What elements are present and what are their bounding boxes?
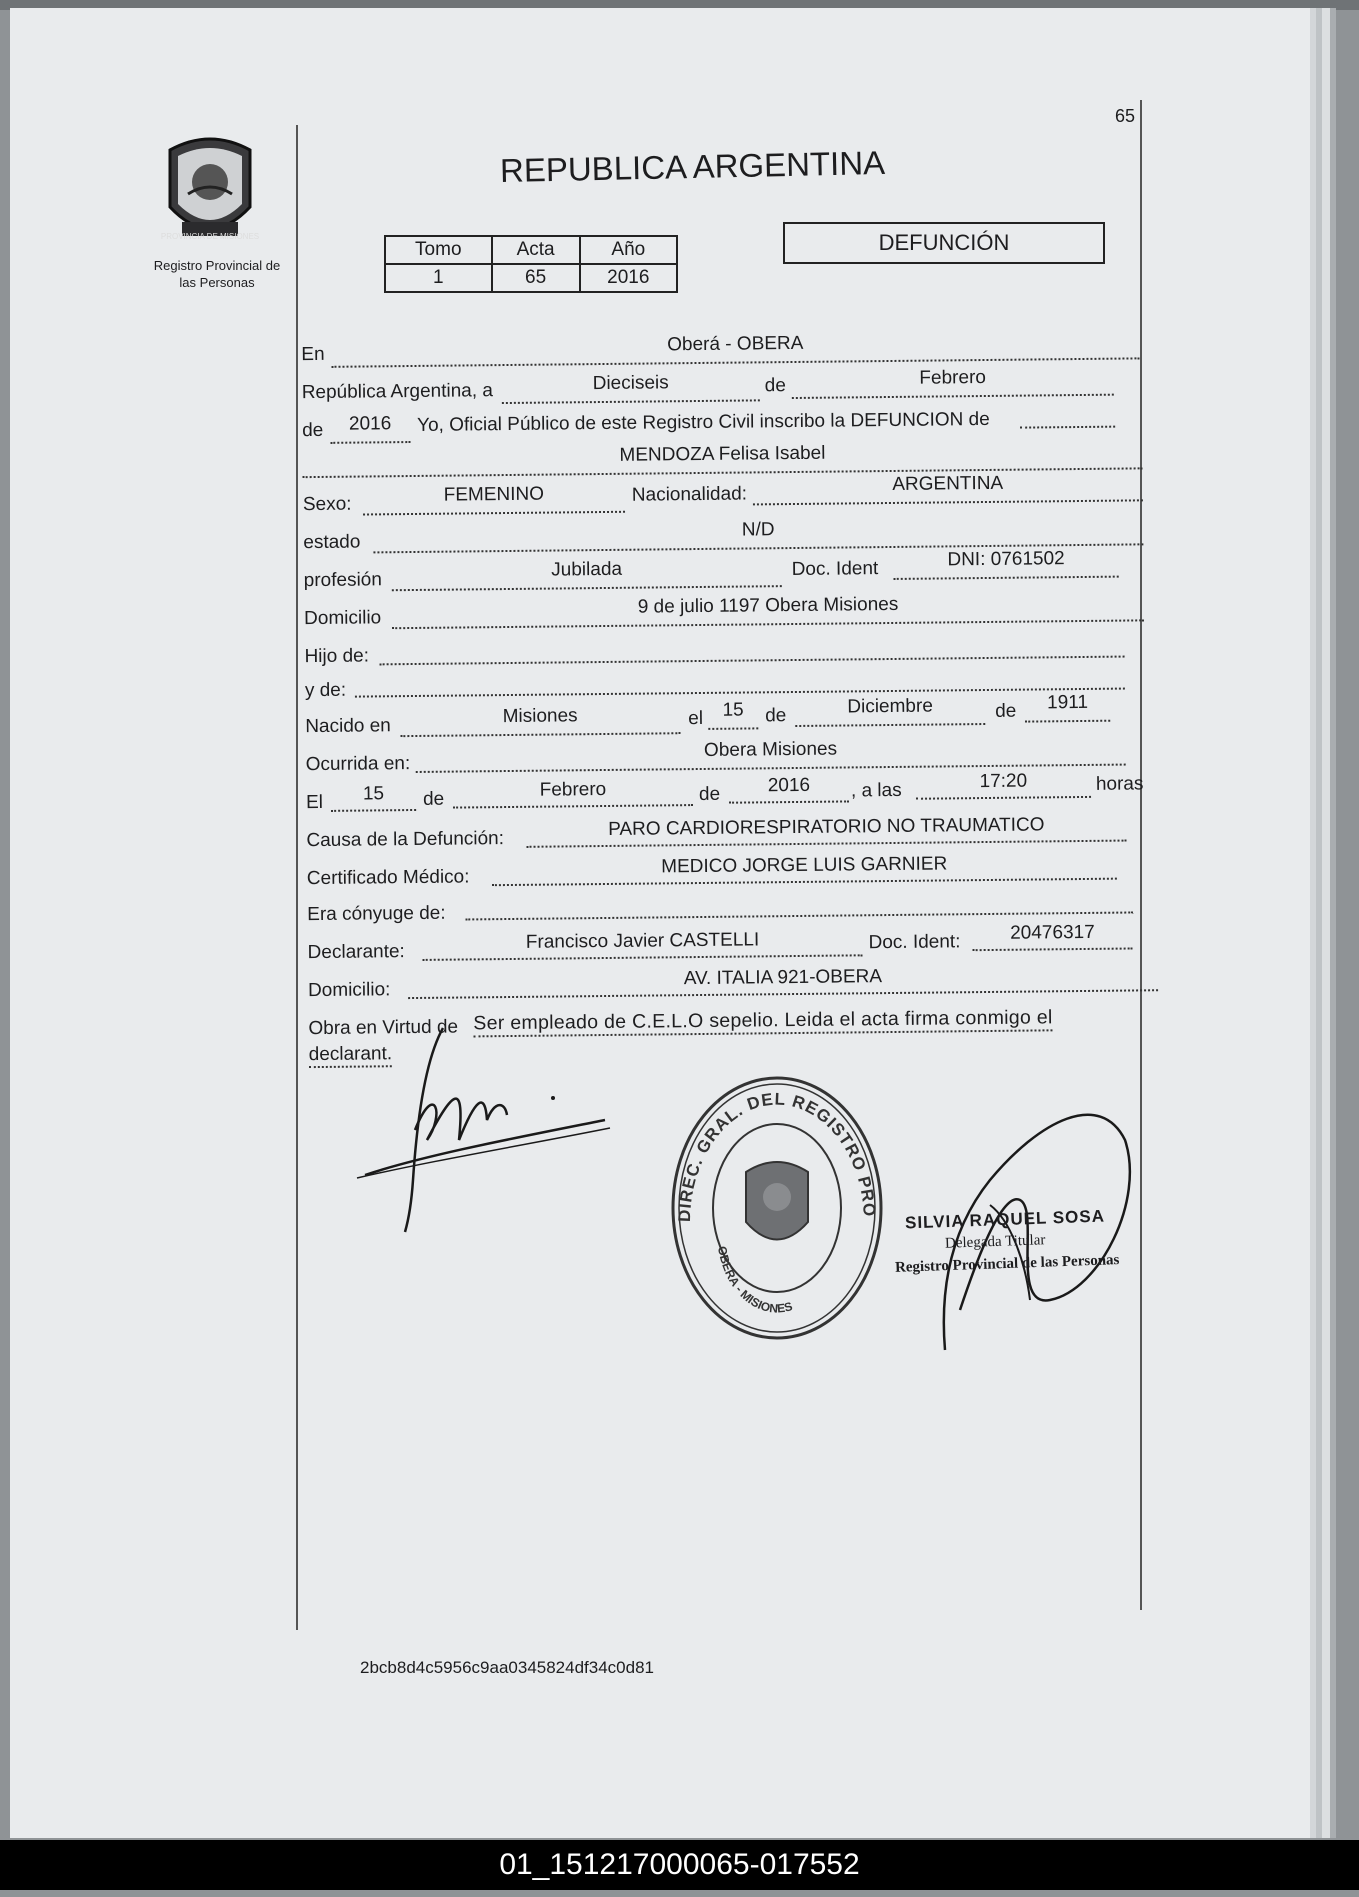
label-a-las: , a las [850, 779, 902, 802]
ano-header: Año [580, 236, 677, 264]
value-deceased-name: MENDOZA Felisa Isabel [619, 442, 826, 466]
value-death-time: 17:20 [979, 770, 1028, 793]
label-de-birth-month: de [765, 705, 787, 727]
line-death-day [331, 809, 416, 812]
value-mother [355, 664, 1125, 672]
value-day-words: Dieciseis [592, 372, 669, 395]
stamp-outer-text: DIREC. GRAL. DEL REGISTRO PRO [674, 1089, 880, 1223]
value-civil-status: N/D [741, 519, 775, 541]
line-birth-place [400, 732, 680, 737]
value-year: 2016 [348, 413, 392, 435]
line-death-month [453, 804, 693, 809]
value-declarant-doc: 20476317 [1010, 921, 1095, 944]
label-estado: estado [303, 531, 361, 554]
line-month [792, 394, 1114, 399]
value-birth-year: 1911 [1047, 691, 1089, 714]
line-spouse [465, 911, 1133, 920]
value-physician: MEDICO JORGE LUIS GARNIER [661, 853, 948, 878]
stamp-inner-text: OBERA - MISIONES [714, 1244, 795, 1316]
value-declarant-name: Francisco Javier CASTELLI [525, 929, 760, 953]
label-hijo-de: Hijo de: [304, 645, 370, 668]
label-de-death-month: de [422, 788, 445, 810]
line-death-time [916, 796, 1091, 800]
label-el: el [688, 707, 704, 730]
label-de-year: de [302, 419, 324, 442]
label-nacido-en: Nacido en [305, 715, 391, 738]
value-nationality: ARGENTINA [892, 472, 1004, 495]
value-birth-day: 15 [722, 699, 744, 721]
label-de-month: de [764, 375, 786, 397]
label-en: En [301, 343, 325, 366]
ano-value: 2016 [580, 264, 677, 292]
label-domicilio2: Domicilio: [307, 979, 391, 1002]
value-death-place: Obera Misiones [703, 738, 838, 761]
official-stamp [668, 1072, 886, 1344]
document-hash: 2bcb8d4c5956c9aa0345824df34c0d81 [360, 1658, 654, 1677]
page-number: 65 [1115, 106, 1136, 126]
label-horas: horas [1095, 773, 1144, 795]
value-father [379, 630, 1124, 638]
line-address [392, 619, 1144, 629]
value-address: 9 de julio 1197 Obera Misiones [637, 593, 899, 618]
tomo-value: 1 [385, 264, 492, 292]
label-obra-en-virtud: Obra en Virtud de [308, 1016, 459, 1040]
tomo-header: Tomo [385, 236, 492, 264]
value-profession: Jubilada [551, 558, 623, 581]
value-doc-id: DNI: 0761502 [947, 548, 1065, 571]
value-sex: FEMENINO [443, 483, 545, 506]
official-role: Delegada Titular [944, 1232, 1046, 1252]
line-declarant [423, 954, 863, 961]
value-place: Oberá - OBERA [667, 332, 804, 356]
label-de-birth-year: de [995, 700, 1017, 722]
line-after-yo [1020, 426, 1115, 429]
label-doc-ident: Doc. Ident [791, 558, 879, 581]
value-month: Febrero [919, 366, 987, 389]
line-father [380, 656, 1125, 666]
value-virtue-line1: Ser empleado de C.E.L.O sepelio. Leida el acta firma conmigo el [473, 1006, 1053, 1037]
label-sexo: Sexo: [302, 493, 352, 516]
scan-id-bar [0, 1840, 1359, 1890]
value-death-year: 2016 [767, 774, 811, 797]
emblem-ribbon-text: PROVINCIA DE MISIONES [160, 232, 260, 241]
label-el-cap: El [305, 791, 324, 814]
line-day [502, 399, 760, 404]
label-ocurrida-en: Ocurrida en: [305, 753, 411, 776]
official-office: Registro Provincial de las Personas [894, 1252, 1120, 1276]
line-birth-month [795, 723, 985, 727]
label-nacionalidad: Nacionalidad: [631, 483, 748, 506]
line-death-year [729, 800, 849, 803]
label-republica: República Argentina, a [301, 380, 494, 404]
line-year [330, 441, 410, 444]
label-yo-oficial: Yo, Oficial Público de este Registro Civil inscribo la DEFUNCION de [416, 408, 990, 436]
line-mother [355, 688, 1125, 698]
acta-header: Acta [492, 236, 580, 264]
official-name: SILVIA RAQUEL SOSA [904, 1206, 1106, 1233]
label-profesion: profesión [303, 569, 383, 592]
document-title: REPUBLICA ARGENTINA [499, 143, 886, 190]
value-death-month: Febrero [539, 778, 607, 801]
label-y-de: y de: [304, 679, 347, 702]
line-nationality [753, 499, 1143, 505]
value-cause: PARO CARDIORESPIRATORIO NO TRAUMATICO [608, 814, 1045, 840]
acta-value: 65 [492, 264, 580, 292]
line-sex [363, 511, 625, 516]
label-de-death-year: de [698, 783, 721, 806]
label-doc-ident2: Doc. Ident: [868, 931, 961, 954]
declarant-signature [355, 1020, 615, 1240]
value-declarant-address: AV. ITALIA 921-OBERA [683, 966, 883, 990]
label-conyuge: Era cónyuge de: [307, 902, 446, 926]
registry-name-line2: las Personas [179, 275, 255, 290]
value-birth-month: Diciembre [847, 695, 933, 718]
record-type-box: DEFUNCIÓN [783, 222, 1105, 264]
svg-text:OBERA - MISIONES [715, 1245, 794, 1316]
label-causa: Causa de la Defunción: [306, 828, 505, 852]
label-domicilio: Domicilio [304, 607, 382, 630]
line-declarant-doc [973, 947, 1133, 951]
value-death-day: 15 [362, 783, 385, 805]
label-certificado: Certificado Médico: [306, 866, 470, 890]
scan-id: 01_151217000065-017552 [499, 1848, 860, 1881]
line-doc [894, 576, 1119, 580]
line-profession [392, 585, 782, 591]
value-birth-place: Misiones [502, 705, 578, 728]
label-declarante: Declarante: [307, 941, 405, 964]
registry-name-line1: Registro Provincial de [153, 258, 281, 273]
value-spouse [465, 887, 1133, 894]
line-birth-year [1025, 720, 1110, 723]
value-virtue-line2: declarant. [309, 1043, 393, 1068]
line-birth-day [708, 727, 758, 730]
